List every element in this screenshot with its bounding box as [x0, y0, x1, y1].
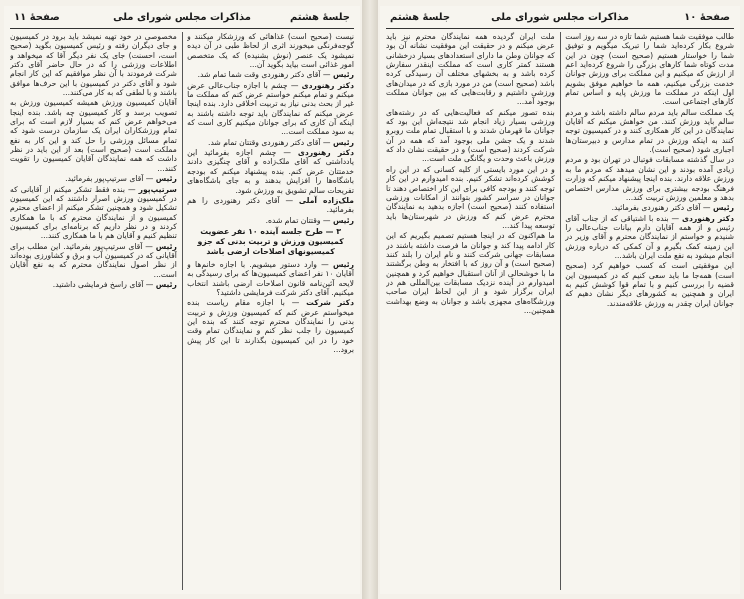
book-gutter [362, 0, 378, 599]
speaker-paragraph [10, 174, 177, 183]
speaker-paragraph [187, 196, 354, 215]
paragraph-text: — آقای دکتر رهنوردی بفرمائید. [611, 203, 711, 213]
right-page-title: مذاکرات مجلس شورای ملی [491, 12, 629, 23]
speaker-paragraph [187, 70, 354, 79]
body-paragraph [10, 32, 177, 97]
speaker-name: دکتر رهنوردی [297, 148, 354, 158]
left-page-header [10, 10, 354, 29]
right-page-number: صفحهٔ ۱۰ [684, 12, 730, 23]
speaker-name: رئیس [332, 259, 354, 269]
paragraph-text: — بنده فقط تشکر میکنم از آقایانی که در کمیسیون ورزش اصرار داشتند که این کمیسیون تشکیل شود و همچنین تشکر میکنم از اعضای محترم کمیسیون و از نمایندگان محترم که با ما همکاری کردند و در نظر داریم که برنامه‌ای برای کمیسیون تنظیم کنیم و آقایان هم با ما همکاری کنند... [10, 184, 177, 241]
speaker-name: رئیس [155, 241, 177, 251]
paragraph-text: — آقای سرتیپ‌پور بفرمائید. این مطلب برای آقایانی که در کمیسیون آب و برق و کشاورزی بوده‌اند از نظر اصول نمایندگان محترم که به نفع آقایان است... [10, 241, 177, 279]
left-page-left-column [10, 32, 177, 590]
right-page-header [386, 10, 734, 29]
paragraph-text: — آقای دکتر رهنوردی را هم بفرمائید. [187, 195, 354, 215]
body-paragraph [386, 165, 555, 230]
speaker-paragraph [10, 242, 177, 279]
right-page-right-column [565, 32, 734, 590]
left-page-number: صفحهٔ ۱۱ [14, 12, 60, 23]
paragraph-text: — چشم اجازه بفرمائید این یادداشتی که آقای ملک‌زاده و آقای چنگیزی دادند خدمتتان عرض کنم. بنده پیشنهاد میکنم که بودجه باشگاه‌ها را افزایش بدهند و به جای باشگاه‌های تفریحات سالم تشویق به ورزش شود. [187, 148, 354, 195]
speaker-name: رئیس [155, 279, 177, 289]
speaker-name: رئیس [155, 174, 177, 184]
paragraph-text: بنده تصور میکنم که فعالیت‌هایی که در رشته‌های ورزشی بسیار زیاد انجام شد نتیجه‌اش این بود که جوانان ما قهرمان شدند و با استقبال تمام ملت روبرو شدند و یک جشن ملی بوجود آمد که همه در آن شرکت کردند (صحیح است) و در حقیقت نشان داد که ورزش باعث وحدت و یگانگی ملت است... [386, 107, 555, 164]
speaker-name: رئیس [332, 70, 354, 80]
paragraph-text: در سال گذشته مسابقات فوتبال در تهران بود و مردم زیادی آمده بودند و این نشان میدهد که مردم ما به ورزش علاقه دارند. بنده اینجا پیشنهاد میکنم که وزارت فرهنگ بودجه بیشتری برای ورزش مدارس اختصاص بدهد و معلمین ورزش تربیت کند... [565, 155, 734, 202]
paragraph-text: — وارد دستور میشویم. با اجازه خانم‌ها و آقایان ۱۰ نفر اعضای کمیسیون‌ها که برای رسیدگی به لایحه آئین‌نامه قانون اصلاحات ارضی باشند انتخاب میکنیم. آقای دکتر شرکت فرمایشی داشتید؟ [187, 259, 354, 297]
section-heading: ۳ — طرح جلسه آینده ۱۰ نفر عضویت کمیسیون ورزش و تربیت بدنی که جزو کمیسیونهای اصلاحات ارضی باشد [197, 226, 344, 256]
paragraph-text: یک مملکت سالم باید مردم سالم داشته باشد و مردم سالم باید ورزش کنند. من خواهش میکنم که آقایان نمایندگان در این کار همکاری کنند و در کمیسیون توجه کنند به اینکه ورزش در تمام مدارس و دبیرستان‌ها اجباری شود (صحیح است). [565, 107, 734, 155]
left-session-label: جلسهٔ هشتم [289, 12, 350, 23]
right-page [380, 6, 740, 594]
paragraph-text: ملت ایران گردیده همه نمایندگان محترم نیز باید عرض میکنم و در حقیقت این موفقیت نشانه آن بود که جوانان وطن ما دارای استعدادهای بسیار درخشانی هستند کمتر کاری است که مملکت اینقدر سفارش کرده باشد و به بخشهای مختلف آن رسیدگی کرده باشد (صحیح است) من در مورد بازی که در میدان‌های ورزشی داشتیم و رقابت‌هایی که بین جوانان مملکت بوجود آمد... [386, 32, 555, 107]
right-page-columns [386, 32, 734, 590]
speaker-name: رئیس [712, 203, 734, 213]
speaker-paragraph [187, 298, 354, 354]
right-session-label: جلسهٔ هشتم [390, 12, 451, 23]
paragraph-text: — چشم با اجازه جناب‌عالی عرض میکنم و تمام میکنم خواستم عرض کنم که مملکت ما غیر از بحث بدنی نیاز به تربیت اخلاقی دارد. بنده اینجا عرض میکنم که نمایندگان باید توجه داشته باشند به اینکه آن کاری که برای جوانان میکنیم کاری است که به سود مملکت است... [187, 80, 354, 137]
paragraph-text: — آقای سرتیپ‌پور بفرمائید. [65, 174, 154, 184]
speaker-name: دکتر شرکت [306, 298, 354, 308]
paragraph-text: ما هم‌اکنون که در اینجا هستیم تصمیم بگیریم که این کار ادامه پیدا کند و جوانان ما فرصت داشته باشند در مسابقات جهانی شرکت کنند و نام ایران را بلند کنند (صحیح است) و آن روز که با افتخار به وطن برگشتند ما با خوشحالی از آنان استقبال خواهیم کرد و همچنین امیدوارم در آینده نزدیک مسابقات بین‌المللی هم در ایران برگزار شود و از این لحاظ ایران صاحب ورزشگاه‌های مجهزی باشد و جوانان به وضع بهداشت همچنین... [386, 231, 555, 315]
body-paragraph [565, 32, 734, 107]
speaker-name: رئیس [332, 215, 354, 225]
body-paragraph [565, 261, 734, 308]
paragraph-text: — بنده با اشتیاقی که از جناب آقای رئیس و از همه آقایان دارم بیانات جناب‌عالی را شنیدم و خواستم از نمایندگان محترم و آقای وزیر در این زمینه کمک بگیرم و آن کمکی که درباره ورزش انجام میشود به نفع ملت ایران باشد... [565, 213, 734, 260]
right-page-left-column [386, 32, 555, 590]
body-paragraph [10, 98, 177, 173]
paragraph-text: نیست (صحیح است) غذاهائی که ورزشکار میکنند و گوجه‌فرنگی میخورند اثری از لحاظ طبی در آن دیده نمیشود یک عنصر (نوش بشنیده) که یک متخصص امور غذائی است بیاید بگوید آن... [187, 32, 354, 70]
paragraph-text: — وقتتان تمام شده. [265, 215, 331, 225]
body-paragraph [386, 231, 555, 315]
speaker-name: ملک‌زاده آملی [298, 195, 354, 205]
left-page [4, 6, 360, 594]
speaker-paragraph [10, 280, 177, 289]
paragraph-text: — با اجازه مقام ریاست بنده میخواستم عرض کنم که کمیسیون ورزش و تربیت بدنی را نمایندگان محترم توجه کنند که بنده این کمیسیون را جلب نظر کنم و نمایندگان تمام وقت خود را در این کمیسیون بگذارند تا این کار پیش برود... [187, 298, 354, 354]
paragraph-text: و در این مورد بایستی از کلیه کسانی که در این راه کوشش کرده‌اند تشکر کنیم. بنده امیدوارم در این کار توجه کنند و بودجه کافی برای این کار اختصاص دهند تا جوانان در سراسر کشور بتوانند از امکانات ورزشی استفاده کنند (صحیح است) اجازه بدهید به نمایندگان محترم عرض کنم که ورزش در شهرستان‌ها باید توسعه پیدا کند... [386, 164, 555, 230]
left-page-title: مذاکرات مجلس شورای ملی [113, 12, 251, 23]
speaker-paragraph [565, 203, 734, 212]
speaker-name: رئیس [332, 137, 354, 147]
column-divider [182, 32, 183, 590]
paragraph-text: طالب موفقیت شما هستیم شما تازه در سه روز است شروع بکار کرده‌اید شما را تبریک میگویم و توفیق شما را خواستار هستیم (صحیح است) چون در این مدت کوتاه شما کارهای بزرگی را شروع کرده‌اید اعم از ارزش که میکنیم و این مملکت برای ورزش جوانان خدمت بزرگی میکنیم، همه ما خواهیم موفق بشویم اول اینکه در مملکت ما ورزش پایه و اساس تمام کارهای اجتماعی است. [565, 32, 734, 107]
speaker-paragraph [187, 216, 354, 225]
body-paragraph [565, 155, 734, 202]
body-paragraph [386, 108, 555, 164]
paragraph-text: این موفقیتی است که کسب خواهیم کرد (صحیح است) همه‌جا ما باید سعی کنیم که در کمیسیون این قضیه را بررسی کنیم و با تمام قوا کوشش کنیم به ایران و همچنین به کشورهای دیگر نشان دهیم که جوانان ایران چقدر به ورزش علاقه‌مندند. [565, 261, 734, 308]
paragraph-text: — آقای دکتر رهنوردی وقت شما تمام شد. [197, 70, 331, 80]
paragraph-text: آقایان کمیسیون ورزش همیشه کمیسیون ورزش به تصویب برسد و کار کمیسیون چه باشد. بنده اینجا می‌خواهم عرض کنم که بسیار لازم است که برای تمام ورزشکاران ایران یک سازمان درست شود که تمام مسائل ورزشی را حل کند و این کار به نفع مملکت است (صحیح است) بعد از این باید در نظر داشت که همه نمایندگان آقایان کمیسیون را تقویت کنند... [10, 98, 177, 173]
speaker-name: دکتر رهنوردی [682, 213, 734, 223]
left-page-right-column [187, 32, 354, 590]
speaker-paragraph [187, 138, 354, 147]
body-paragraph [565, 108, 734, 155]
speaker-paragraph [187, 260, 354, 297]
speaker-paragraph [187, 148, 354, 195]
speaker-paragraph [10, 185, 177, 241]
speaker-paragraph [187, 81, 354, 137]
paragraph-text: — آقای راسخ فرمایشی داشتید. [52, 279, 154, 289]
body-paragraph [187, 32, 354, 69]
speaker-name: سرتیپ‌پور [138, 184, 177, 194]
speaker-paragraph [565, 214, 734, 261]
paragraph-text: — آقای دکتر رهنوردی وقتتان تمام شد. [208, 137, 331, 147]
speaker-name: دکتر رهنوردی [301, 80, 354, 90]
column-divider [560, 32, 561, 590]
body-paragraph [386, 32, 555, 107]
left-page-columns [10, 32, 354, 590]
paragraph-text: مخصوصی در خود تهیه نمیشد باید برود در کمیسیون و جای دیگران رفته و رئیس کمیسیون بگوید (صحیح است، احسنت) جای یک نفر دیگر آقا که میخواهد و اطلاعات ورزشی را که در حال حاضر آقای دکتر شرکت فرمودند با آن نظر موافقیم که این کار انجام شود و آقای دکتر در کمیسیون با این حرف‌ها موافق باشند و با لطفی که به کار می‌کنند... [10, 32, 177, 98]
